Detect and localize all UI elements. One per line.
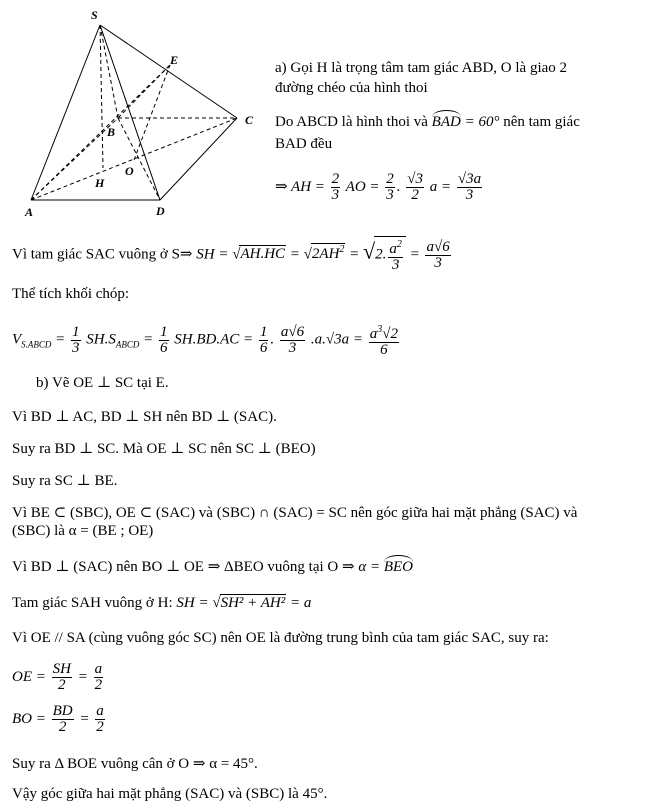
part-b-line-8: Suy ra Δ BOE vuông cân ở O ⇒ α = 45°. bbox=[12, 756, 258, 772]
bo-formula: BO = $\frac{BD}{2}$ = $\frac{a}{2}$ bbox=[12, 703, 104, 735]
volume-title: Thể tích khối chóp: bbox=[12, 286, 130, 302]
label-D: D bbox=[156, 204, 165, 218]
label-H: H bbox=[95, 176, 105, 190]
label-E: E bbox=[170, 53, 179, 67]
part-a-title-1: a) Gọi H là trọng tâm tam giác ABD, O là giao 2 bbox=[275, 60, 568, 76]
volume-formula: $V_{S.ABCD}$ = $\frac{1}{3}$ $SH.S_{ABCD}$ = $\frac{1}{6}$ SH.BD.AC = $\frac{1}{6}$ . $\frac{a√6}{3}$ .a.√3a = $\frac{a^3√2}{6}$ bbox=[12, 323, 398, 358]
ah-formula: ⇒ AH = $\frac{2}{3}$ AO = $\frac{2}{3}$ . $\frac{√3}{2}$ a = $\frac{√3a}{3}$ bbox=[275, 171, 482, 203]
part-b-line-5: Vì BD ⊥ (SAC) nên BO ⊥ OE ⇒ ΔBEO vuông tại O ⇒ α = BEO bbox=[12, 555, 413, 576]
label-A: A bbox=[25, 205, 34, 219]
equilateral-line: BAD đều bbox=[275, 136, 333, 152]
rhombus-line: Do ABCD là hình thoi và BAD = 60° nên tam giác bbox=[275, 110, 580, 131]
oe-formula: OE = $\frac{SH}{2}$ = $\frac{a}{2}$ bbox=[12, 661, 103, 693]
angle-beo: BEO bbox=[384, 555, 413, 576]
label-S: S bbox=[91, 8, 98, 22]
sh-formula: Vì tam giác SAC vuông ở S⇒ SH = $√AH.HC = √2AH^2 = √2$. $\frac{a^2}{3}$ = $\frac{a√6}{3}$ bbox=[12, 236, 453, 273]
part-b-line-4b: (SBC) là α = (BE ; OE) bbox=[12, 523, 154, 539]
label-B: B bbox=[107, 125, 116, 139]
part-b-line-2: Suy ra BD ⊥ SC. Mà OE ⊥ SC nên SC ⊥ (BEO) bbox=[12, 441, 316, 457]
part-b-title: b) Vẽ OE ⊥ SC tại E. bbox=[36, 375, 169, 391]
part-b-line-1: Vì BD ⊥ AC, BD ⊥ SH nên BD ⊥ (SAC). bbox=[12, 409, 277, 425]
label-O: O bbox=[125, 164, 134, 178]
part-b-line-7: Vì OE // SA (cùng vuông góc SC) nên OE là đường trung bình của tam giác SAC, suy ra: bbox=[12, 630, 549, 646]
part-b-line-9: Vậy góc giữa hai mặt phẳng (SAC) và (SBC) là 45°. bbox=[12, 786, 328, 802]
label-C: C bbox=[245, 113, 254, 127]
pyramid-figure bbox=[15, 0, 265, 225]
angle-bad: BAD bbox=[432, 110, 461, 131]
part-a-title-2: đường chéo của hình thoi bbox=[275, 80, 428, 96]
part-b-line-4a: Vì BE ⊂ (SBC), OE ⊂ (SAC) và (SBC) ∩ (SAC) = SC nên góc giữa hai mặt phẳng (SAC) và bbox=[12, 505, 578, 521]
part-b-line-6: Tam giác SAH vuông ở H: SH = √SH² + AH² = a bbox=[12, 595, 312, 611]
part-b-line-3: Suy ra SC ⊥ BE. bbox=[12, 473, 118, 489]
